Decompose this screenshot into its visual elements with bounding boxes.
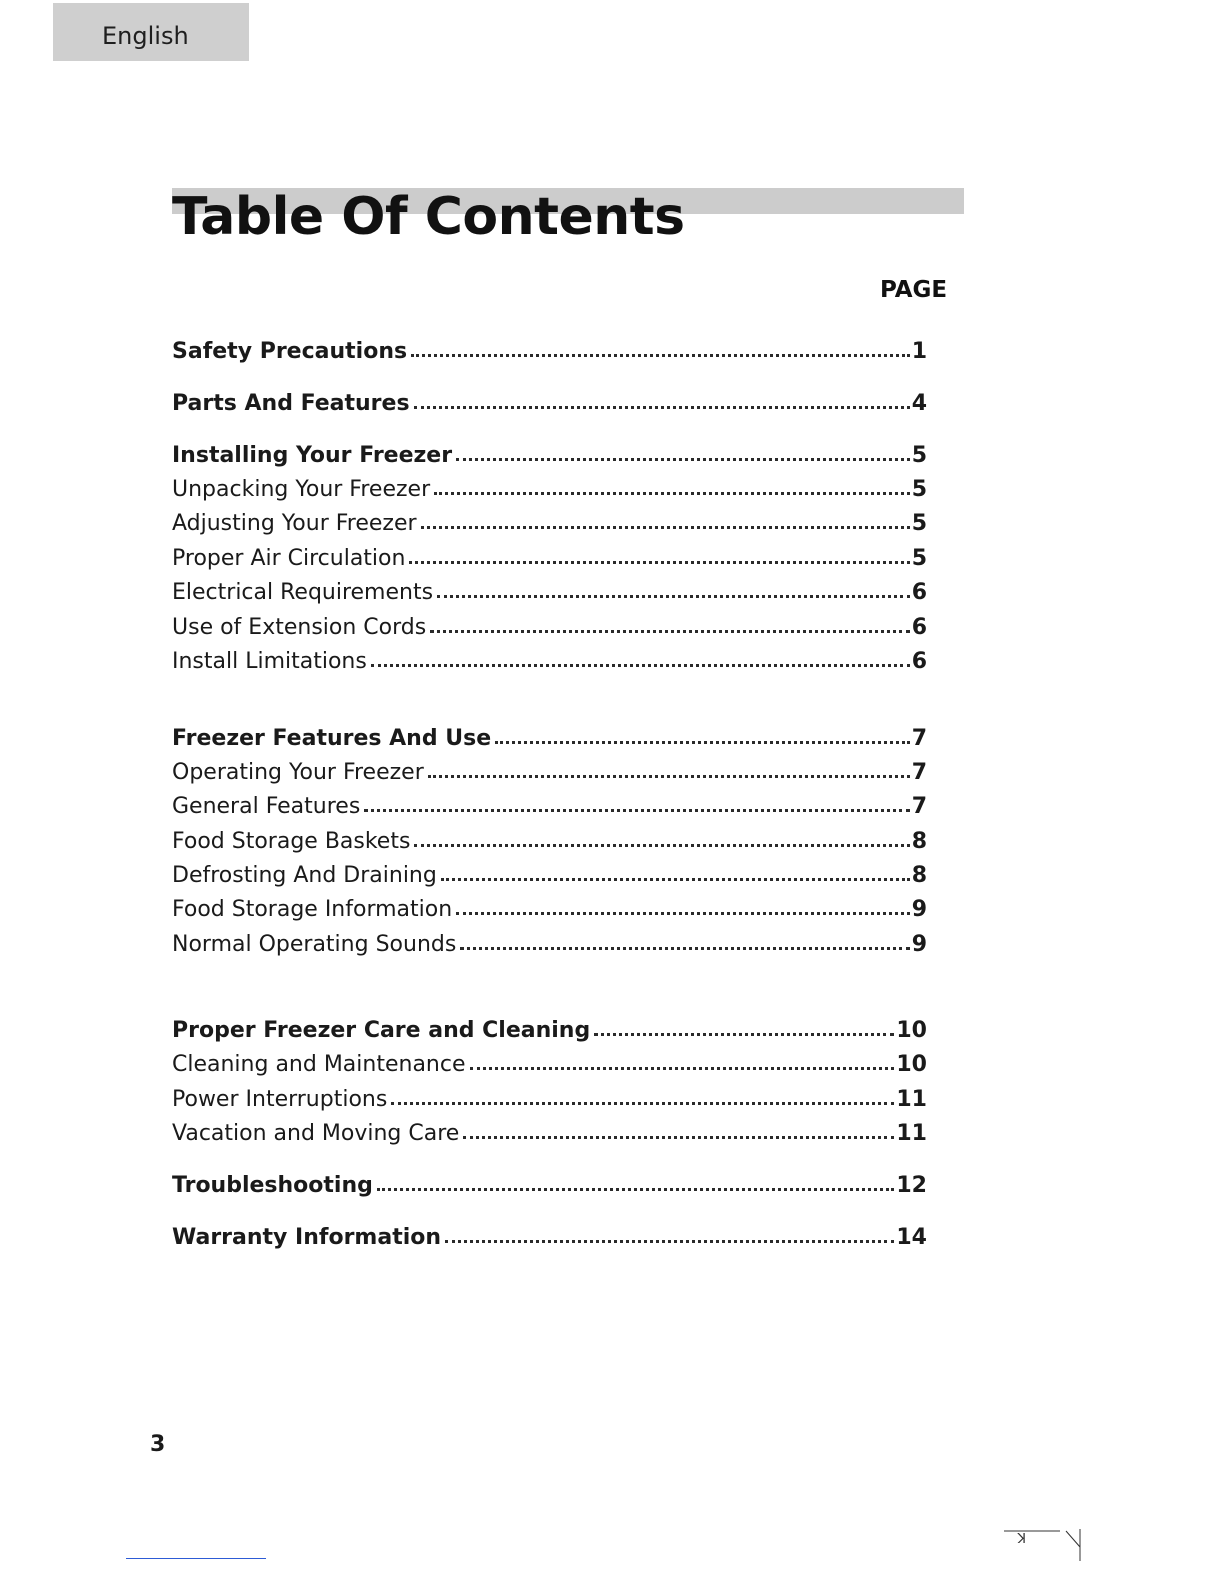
toc-entry-adjusting-your-freezer[interactable] [172,502,927,536]
toc-entry-general-features[interactable] [172,785,927,819]
toc-entry-page: 9 [911,897,927,922]
dot-leader [377,1188,894,1191]
toc-entry-page: 4 [911,391,927,416]
toc-entry-page: 6 [911,649,927,674]
toc-entry-label: Freezer Features And Use [172,726,492,751]
dot-leader [460,947,909,950]
dot-leader [411,354,910,357]
toc-entry-freezer-features-and-use[interactable] [172,717,927,751]
toc-entry-page: 7 [911,726,927,751]
toc-entry-page: 8 [911,863,927,888]
dot-leader [428,775,910,778]
toc-entry-normal-operating-sounds[interactable] [172,923,927,957]
toc-entry-page: 10 [896,1018,927,1043]
toc-entry-page: 14 [896,1225,927,1250]
language-tab-label: English [102,22,189,50]
page-corner-mark [1004,1527,1084,1563]
toc-entry-label: Install Limitations [172,649,367,674]
toc-entry-food-storage-baskets[interactable] [172,820,927,854]
page-column-header: PAGE [880,277,948,303]
toc-entry-warranty-information[interactable] [172,1216,927,1250]
toc-entry-label: Food Storage Baskets [172,829,411,854]
toc-entry-label: Normal Operating Sounds [172,932,457,957]
toc-entry-install-limitations[interactable] [172,640,927,674]
toc-entry-page: 8 [911,829,927,854]
toc-entry-label: Vacation and Moving Care [172,1121,460,1146]
dot-leader [414,406,910,409]
toc-entry-label: Parts And Features [172,391,410,416]
toc-entry-label: Installing Your Freezer [172,443,453,468]
dot-leader [391,1102,894,1105]
toc-entry-page: 5 [911,546,927,571]
toc-entry-label: Troubleshooting [172,1173,373,1198]
toc-entry-page: 5 [911,477,927,502]
toc-entry-food-storage-information[interactable] [172,888,927,922]
dot-leader [594,1033,894,1036]
toc-entry-page: 11 [896,1121,927,1146]
dot-leader [463,1136,894,1139]
dot-leader [371,664,910,667]
toc-entry-operating-your-freezer[interactable] [172,751,927,785]
toc-entry-page: 5 [911,443,927,468]
dot-leader [445,1240,894,1243]
toc-entry-page: 6 [911,615,927,640]
dot-leader [437,595,910,598]
toc-entry-label: Food Storage Information [172,897,453,922]
toc-entry-defrosting-and-draining[interactable] [172,854,927,888]
dot-leader [456,458,910,461]
page-title: Table Of Contents [172,187,685,247]
toc-entry-installing-your-freezer[interactable] [172,434,927,468]
dot-leader [409,561,909,564]
toc-entry-label: Proper Air Circulation [172,546,406,571]
toc-entry-label: Warranty Information [172,1225,442,1250]
toc-entry-troubleshooting[interactable] [172,1164,927,1198]
toc-entry-safety-precautions[interactable] [172,330,927,364]
dot-leader [456,912,910,915]
toc-entry-power-interruptions[interactable] [172,1078,927,1112]
dot-leader [421,526,910,529]
toc-entry-label: Use of Extension Cords [172,615,427,640]
toc-entry-cleaning-and-maintenance[interactable] [172,1043,927,1077]
toc-entry-label: Proper Freezer Care and Cleaning [172,1018,591,1043]
toc-entry-page: 11 [896,1087,927,1112]
dot-leader [495,741,910,744]
toc-entry-page: 7 [911,760,927,785]
dot-leader [364,809,909,812]
toc-entry-label: Defrosting And Draining [172,863,437,888]
dot-leader [441,878,910,881]
toc-entry-use-of-extension-cords[interactable] [172,606,927,640]
toc-entry-vacation-and-moving-care[interactable] [172,1112,927,1146]
dot-leader [430,630,909,633]
toc-entry-page: 9 [911,932,927,957]
toc-entry-label: Electrical Requirements [172,580,434,605]
corner-mark-text: K [1017,1529,1026,1544]
toc-entry-label: Adjusting Your Freezer [172,511,417,536]
toc-entry-parts-and-features[interactable] [172,382,927,416]
toc-entry-proper-air-circulation[interactable] [172,537,927,571]
dot-leader [434,492,910,495]
toc-entry-page: 12 [896,1173,927,1198]
toc-entry-page: 7 [911,794,927,819]
toc-entry-page: 10 [896,1052,927,1077]
dot-leader [414,844,909,847]
toc-entry-unpacking-your-freezer[interactable] [172,468,927,502]
toc-entry-label: Unpacking Your Freezer [172,477,431,502]
toc-entry-label: Safety Precautions [172,339,408,364]
page-number: 3 [150,1432,166,1457]
toc-entry-electrical-requirements[interactable] [172,571,927,605]
toc-entry-page: 5 [911,511,927,536]
toc-entry-label: Operating Your Freezer [172,760,424,785]
link-underline [126,1558,266,1559]
toc-entry-label: Cleaning and Maintenance [172,1052,466,1077]
toc-entry-page: 6 [911,580,927,605]
toc-entry-label: Power Interruptions [172,1087,388,1112]
dot-leader [470,1067,895,1070]
toc-entry-page: 1 [911,339,927,364]
toc-entry-label: General Features [172,794,361,819]
toc-entry-proper-freezer-care[interactable] [172,1009,927,1043]
